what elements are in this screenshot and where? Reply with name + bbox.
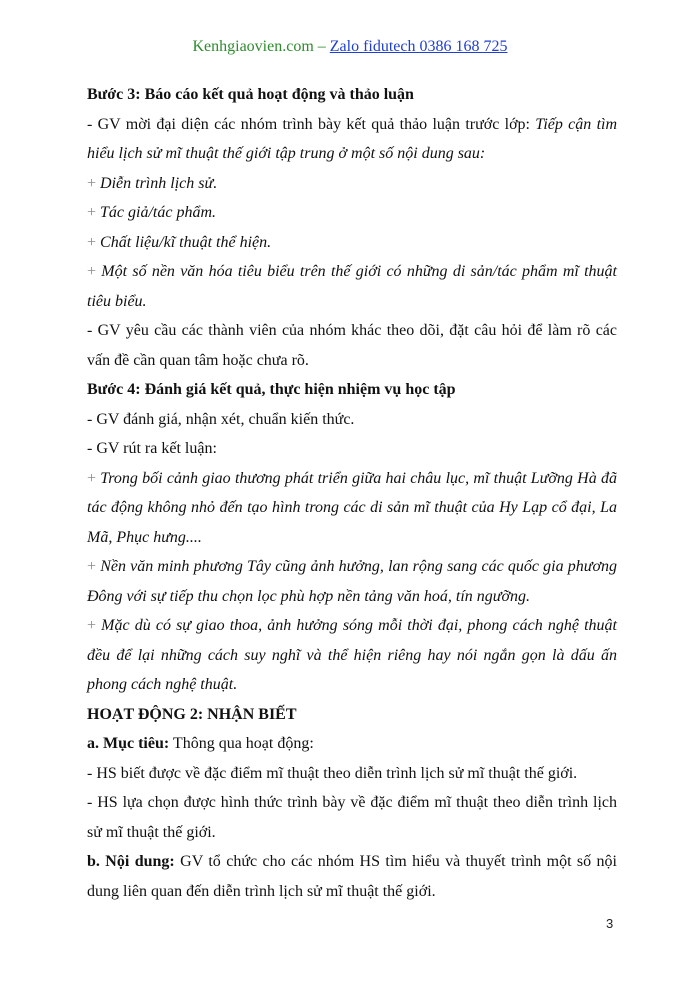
list-item-text: Diễn trình lịch sử. bbox=[100, 174, 218, 192]
bullet-plus: + bbox=[87, 263, 102, 280]
objective-line bbox=[87, 729, 617, 759]
list-item-text: Mặc dù có sự giao thoa, ảnh hưởng sóng mỗi thời đại, phong cách nghệ thuật đều để lại những cách suy nghĩ và thể hiện riêng hay nói ngắn gọn là dấu ấn phong cách nghệ thuật. bbox=[87, 617, 617, 693]
list-item bbox=[87, 169, 617, 199]
bullet-plus: + bbox=[87, 469, 101, 487]
step4-line: - GV rút ra kết luận: bbox=[87, 440, 217, 457]
content-text: GV tổ chức cho các nhóm HS tìm hiểu và thuyết trình một số nội dung liên quan đến diễn trình lịch sử mĩ thuật thế giới. bbox=[87, 853, 618, 900]
document-body bbox=[87, 80, 617, 906]
bullet-plus: + bbox=[87, 233, 101, 251]
step4-heading: Bước 4: Đánh giá kết quả, thực hiện nhiệm vụ học tập bbox=[87, 381, 456, 398]
header-site-name: Kenhgiaovien.com bbox=[192, 38, 314, 55]
content-line bbox=[87, 847, 617, 906]
list-item-text: Tác giả/tác phẩm. bbox=[100, 204, 217, 221]
header-contact-link[interactable]: Zalo fidutech 0386 168 725 bbox=[329, 38, 508, 55]
bullet-plus: + bbox=[87, 174, 101, 192]
activity2-heading: HOẠT ĐỘNG 2: NHẬN BIẾT bbox=[87, 705, 297, 723]
objective-item: - HS lựa chọn được hình thức trình bày về đặc điểm mĩ thuật theo diễn trình lịch sử mĩ thuật thế giới. bbox=[87, 794, 617, 841]
list-item bbox=[87, 611, 617, 700]
bullet-plus: + bbox=[87, 204, 101, 221]
list-item-text: Nền văn minh phương Tây cũng ảnh hưởng, lan rộng sang các quốc gia phương Đông với sự tiếp thu chọn lọc phù hợp nền tảng văn hoá, tín ngưỡng. bbox=[87, 558, 618, 605]
page-number: 3 bbox=[606, 916, 614, 931]
objective-text: Thông qua hoạt động: bbox=[169, 735, 314, 752]
header-separator: – bbox=[313, 38, 330, 55]
step3-intro-italic: Tiếp cận tìm hiểu lịch sử mĩ thuật thế giới tập trung ở một số nội dung sau: bbox=[87, 115, 618, 162]
bullet-plus: + bbox=[87, 617, 102, 634]
objective-label: a. Mục tiêu: bbox=[87, 735, 170, 752]
step3-heading: Bước 3: Báo cáo kết quả hoạt động và thảo luận bbox=[87, 86, 414, 103]
objective-item: - HS biết được về đặc điểm mĩ thuật theo diễn trình lịch sử mĩ thuật thế giới. bbox=[87, 764, 578, 782]
page-header bbox=[0, 38, 700, 56]
list-item bbox=[87, 198, 617, 228]
list-item-text: Một số nền văn hóa tiêu biểu trên thế giới có những di sản/tác phẩm mĩ thuật tiêu biểu. bbox=[87, 263, 617, 310]
bullet-plus: + bbox=[87, 558, 101, 575]
list-item-text: Trong bối cảnh giao thương phát triển giữa hai châu lục, mĩ thuật Lưỡng Hà đã tác động không nhỏ đến tạo hình trong các di sản mĩ thuật của Hy Lạp cổ đại, La Mã, Phục hưng.... bbox=[87, 469, 617, 546]
list-item-text: Chất liệu/kĩ thuật thể hiện. bbox=[100, 233, 272, 251]
list-item bbox=[87, 228, 617, 258]
list-item bbox=[87, 464, 617, 553]
content-label: b. Nội dung: bbox=[87, 853, 175, 870]
step3-closing: - GV yêu cầu các thành viên của nhóm khác theo dõi, đặt câu hỏi để làm rõ các vấn đề cần quan tâm hoặc chưa rõ. bbox=[87, 322, 617, 369]
list-item bbox=[87, 257, 617, 316]
list-item bbox=[87, 552, 617, 611]
step3-intro bbox=[87, 110, 617, 169]
step4-line: - GV đánh giá, nhận xét, chuẩn kiến thức. bbox=[87, 410, 355, 428]
step3-intro-text: - GV mời đại diện các nhóm trình bày kết quả thảo luận trước lớp: bbox=[87, 115, 536, 133]
